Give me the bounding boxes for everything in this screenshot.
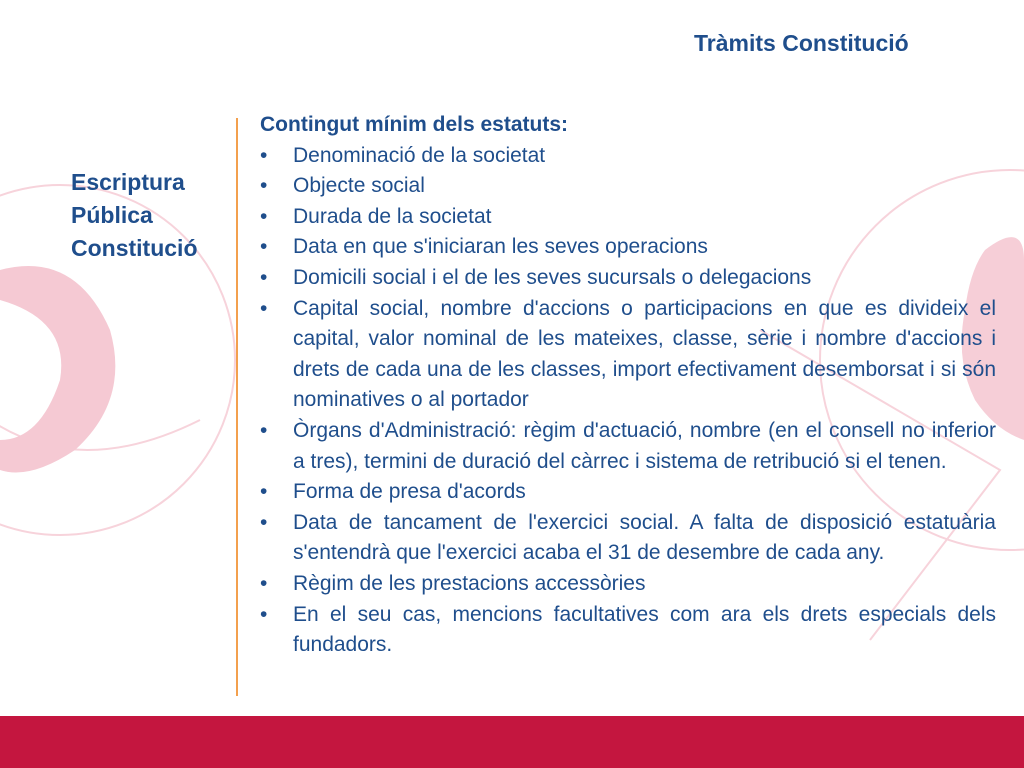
side-heading-line: Escriptura xyxy=(71,169,185,195)
vertical-divider xyxy=(236,118,238,696)
list-item: • En el seu cas, mencions facultatives com ara els drets especials dels fundadors. xyxy=(260,600,996,661)
list-item: • Domicili social i el de les seves sucursals o delegacions xyxy=(260,263,996,294)
side-heading-line: Pública xyxy=(71,202,153,228)
side-heading-line: Constitució xyxy=(71,235,198,261)
list-item: • Objecte social xyxy=(260,171,996,202)
list-item: • Data en que s'iniciaran les seves operacions xyxy=(260,232,996,263)
list-item: • Data de tancament de l'exercici social. A falta de disposició estatuària s'entendrà que l'exercici acaba el 31 de desembre de cada any. xyxy=(260,508,996,569)
watermark-glyph-left xyxy=(0,266,115,473)
list-item: • Durada de la societat xyxy=(260,202,996,233)
slide-title: Tràmits Constitució xyxy=(694,30,909,56)
list-item: • Capital social, nombre d'accions o participacions en que es divideix el capital, valor nominal de les mateixes, classe, sèrie i nombre d'accions i drets de cada una de les classes, import efectivament desemborsat i si són nominatives o al portador xyxy=(260,294,996,416)
list-item: • Òrgans d'Administració: règim d'actuació, nombre (en el consell no inferior a tres), termini de duració del càrrec i sistema de retribució si el tenen. xyxy=(260,416,996,477)
footer-band xyxy=(0,716,1024,768)
list-item: • Denominació de la societat xyxy=(260,141,996,172)
list-item: • Règim de les prestacions accessòries xyxy=(260,569,996,600)
content-heading: Contingut mínim dels estatuts: xyxy=(260,113,569,136)
side-heading xyxy=(71,166,236,265)
content-panel xyxy=(260,110,996,661)
list-item: • Forma de presa d'acords xyxy=(260,477,996,508)
bullet-list xyxy=(260,141,996,661)
